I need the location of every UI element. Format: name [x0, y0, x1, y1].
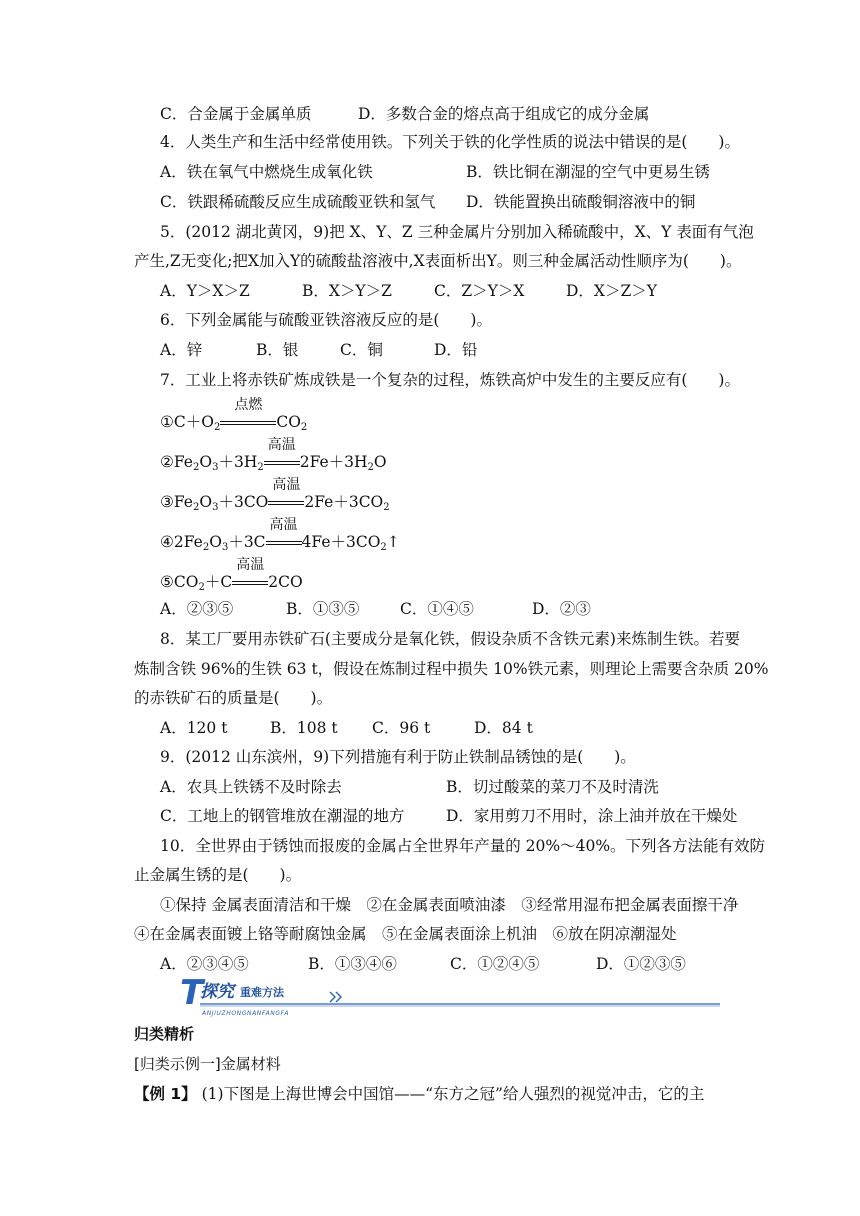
q6-option-b: B．银: [256, 341, 299, 359]
q7-option-b: B．①③⑤: [286, 600, 360, 618]
q10-stem-line2: 止金属生锈的是( )。: [134, 866, 302, 884]
q5-option-d: D．X＞Z＞Y: [566, 282, 657, 300]
q6-stem: 6．下列金属能与硫酸亚铁溶液反应的是( )。: [160, 311, 492, 329]
q6-option-a: A．锌: [160, 341, 203, 359]
banner-letter: T: [180, 973, 204, 1013]
q8-option-b: B．108 t: [270, 719, 338, 737]
q8-option-c: C．96 t: [372, 719, 431, 737]
q7-option-a: A．②③⑤: [160, 600, 234, 618]
q6-option-c: C．铜: [340, 341, 383, 359]
q3-option-d: D．多数合金的熔点高于组成它的成分金属: [358, 105, 650, 123]
section-banner: [180, 973, 720, 1022]
reaction-4: $④2Fe_2O_3+3C$ 高温 $4Fe+3CO_2↑$: [160, 517, 400, 553]
q10-list-line2: ④在金属表面镀上铬等耐腐蚀金属 ⑤在金属表面涂上机油 ⑥放在阴凉潮湿处: [134, 925, 677, 943]
q10-option-d: D．①②③⑤: [596, 955, 686, 973]
example-1-tag: 【例 1】: [134, 1085, 197, 1103]
q8-option-d: D．84 t: [474, 719, 533, 737]
banner-pinyin: ANJIUZHONGNANFANGFA: [202, 1010, 290, 1017]
q5-stem-line2: 产生,Z无变化;把X加入Y的硫酸盐溶液中,X表面析出Y。则三种金属活动性顺序为( )。: [134, 252, 742, 270]
q8-option-a: A．120 t: [160, 719, 228, 737]
example-1-text: (1)下图是上海世博会中国馆——“东方之冠”给人强烈的视觉冲击，它的主: [196, 1085, 705, 1103]
reaction-4-condition: 高温: [266, 533, 302, 551]
q6-option-d: D．铅: [434, 341, 478, 359]
q8-stem-line3: 的赤铁矿石的质量是( )。: [134, 689, 333, 707]
q9-option-b: B．切过酸菜的菜刀不及时清洗: [446, 778, 659, 796]
example-1: [134, 1084, 704, 1104]
q7-stem: 7．工业上将赤铁矿炼成铁是一个复杂的过程，炼铁高炉中发生的主要反应有( )。: [160, 371, 740, 389]
q5-option-c: C．Z＞Y＞X: [434, 282, 525, 300]
q10-option-a: A．②③④⑤: [160, 955, 249, 973]
reaction-2: $②Fe_2O_3+3H_2$ 高温 $2Fe+3H_2O$: [160, 437, 387, 473]
q4-option-a: A．铁在氧气中燃烧生成氧化铁: [160, 163, 373, 181]
q5-stem-line1: 5．(2012 湖北黄冈，9)把 X、Y、Z 三种金属片分别加入稀硫酸中，X、Y 表面有气泡: [160, 223, 754, 241]
q10-stem-line1: 10．全世界由于锈蚀而报废的金属占全世界年产量的 20%～40%。下列各方法能有效防: [160, 837, 766, 855]
reaction-3: $③Fe_2O_3+3CO$ 高温 $2Fe+3CO_2$: [160, 477, 390, 513]
q8-stem-line1: 8．某工厂要用赤铁矿石(主要成分是氧化铁，假设杂质不含铁元素)来炼制生铁。若要: [160, 630, 740, 648]
q9-option-d: D．家用剪刀不用时，涂上油并放在干燥处: [446, 807, 738, 825]
q10-option-b: B．①③④⑥: [308, 955, 397, 973]
q7-option-d: D．②③: [532, 600, 591, 618]
q3-option-c: C．合金属于金属单质: [160, 105, 312, 123]
reaction-2-condition: 高温: [264, 453, 300, 471]
reaction-1: $①C+O_2$ 点燃 $CO_2$: [160, 397, 308, 433]
banner-arrow-icon: [330, 992, 335, 1002]
q4-option-b: B．铁比铜在潮湿的空气中更易生锈: [466, 163, 710, 181]
section-heading: 归类精析: [134, 1025, 195, 1043]
q5-option-b: B．X＞Y＞Z: [302, 282, 392, 300]
q9-stem: 9．(2012 山东滨州，9)下列措施有利于防止铁制品锈蚀的是( )。: [160, 748, 636, 766]
q9-option-c: C．工地上的钢管堆放在潮湿的地方: [160, 807, 405, 825]
example-category: [归类示例一]金属材料: [134, 1055, 281, 1073]
q9-option-a: A．农具上铁锈不及时除去: [160, 778, 342, 796]
reaction-1-condition: 点燃: [220, 413, 276, 431]
q4-option-c: C．铁跟稀硫酸反应生成硫酸亚铁和氢气: [160, 193, 436, 211]
reaction-3-condition: 高温: [268, 493, 304, 511]
banner-title: 探究: [200, 982, 234, 1002]
q7-option-c: C．①④⑤: [400, 600, 474, 618]
banner-subtitle: 重难方法: [240, 986, 284, 999]
q10-option-c: C．①②④⑤: [450, 955, 540, 973]
q5-option-a: A．Y＞X＞Z: [160, 282, 250, 300]
reaction-5: $⑤CO_2+C$ 高温 2CO: [160, 557, 303, 593]
q4-stem: 4．人类生产和生活中经常使用铁。下列关于铁的化学性质的说法中错误的是( )。: [160, 133, 740, 151]
q4-option-d: D．铁能置换出硫酸铜溶液中的铜: [466, 193, 696, 211]
reaction-5-condition: 高温: [232, 573, 268, 591]
q8-stem-line2: 炼制含铁 96%的生铁 63 t，假设在炼制过程中损失 10%铁元素，则理论上需要含杂质 20%: [134, 660, 769, 678]
q10-list-line1: ①保持 金属表面清洁和干燥 ②在金属表面喷油漆 ③经常用湿布把金属表面擦干净: [160, 896, 739, 914]
